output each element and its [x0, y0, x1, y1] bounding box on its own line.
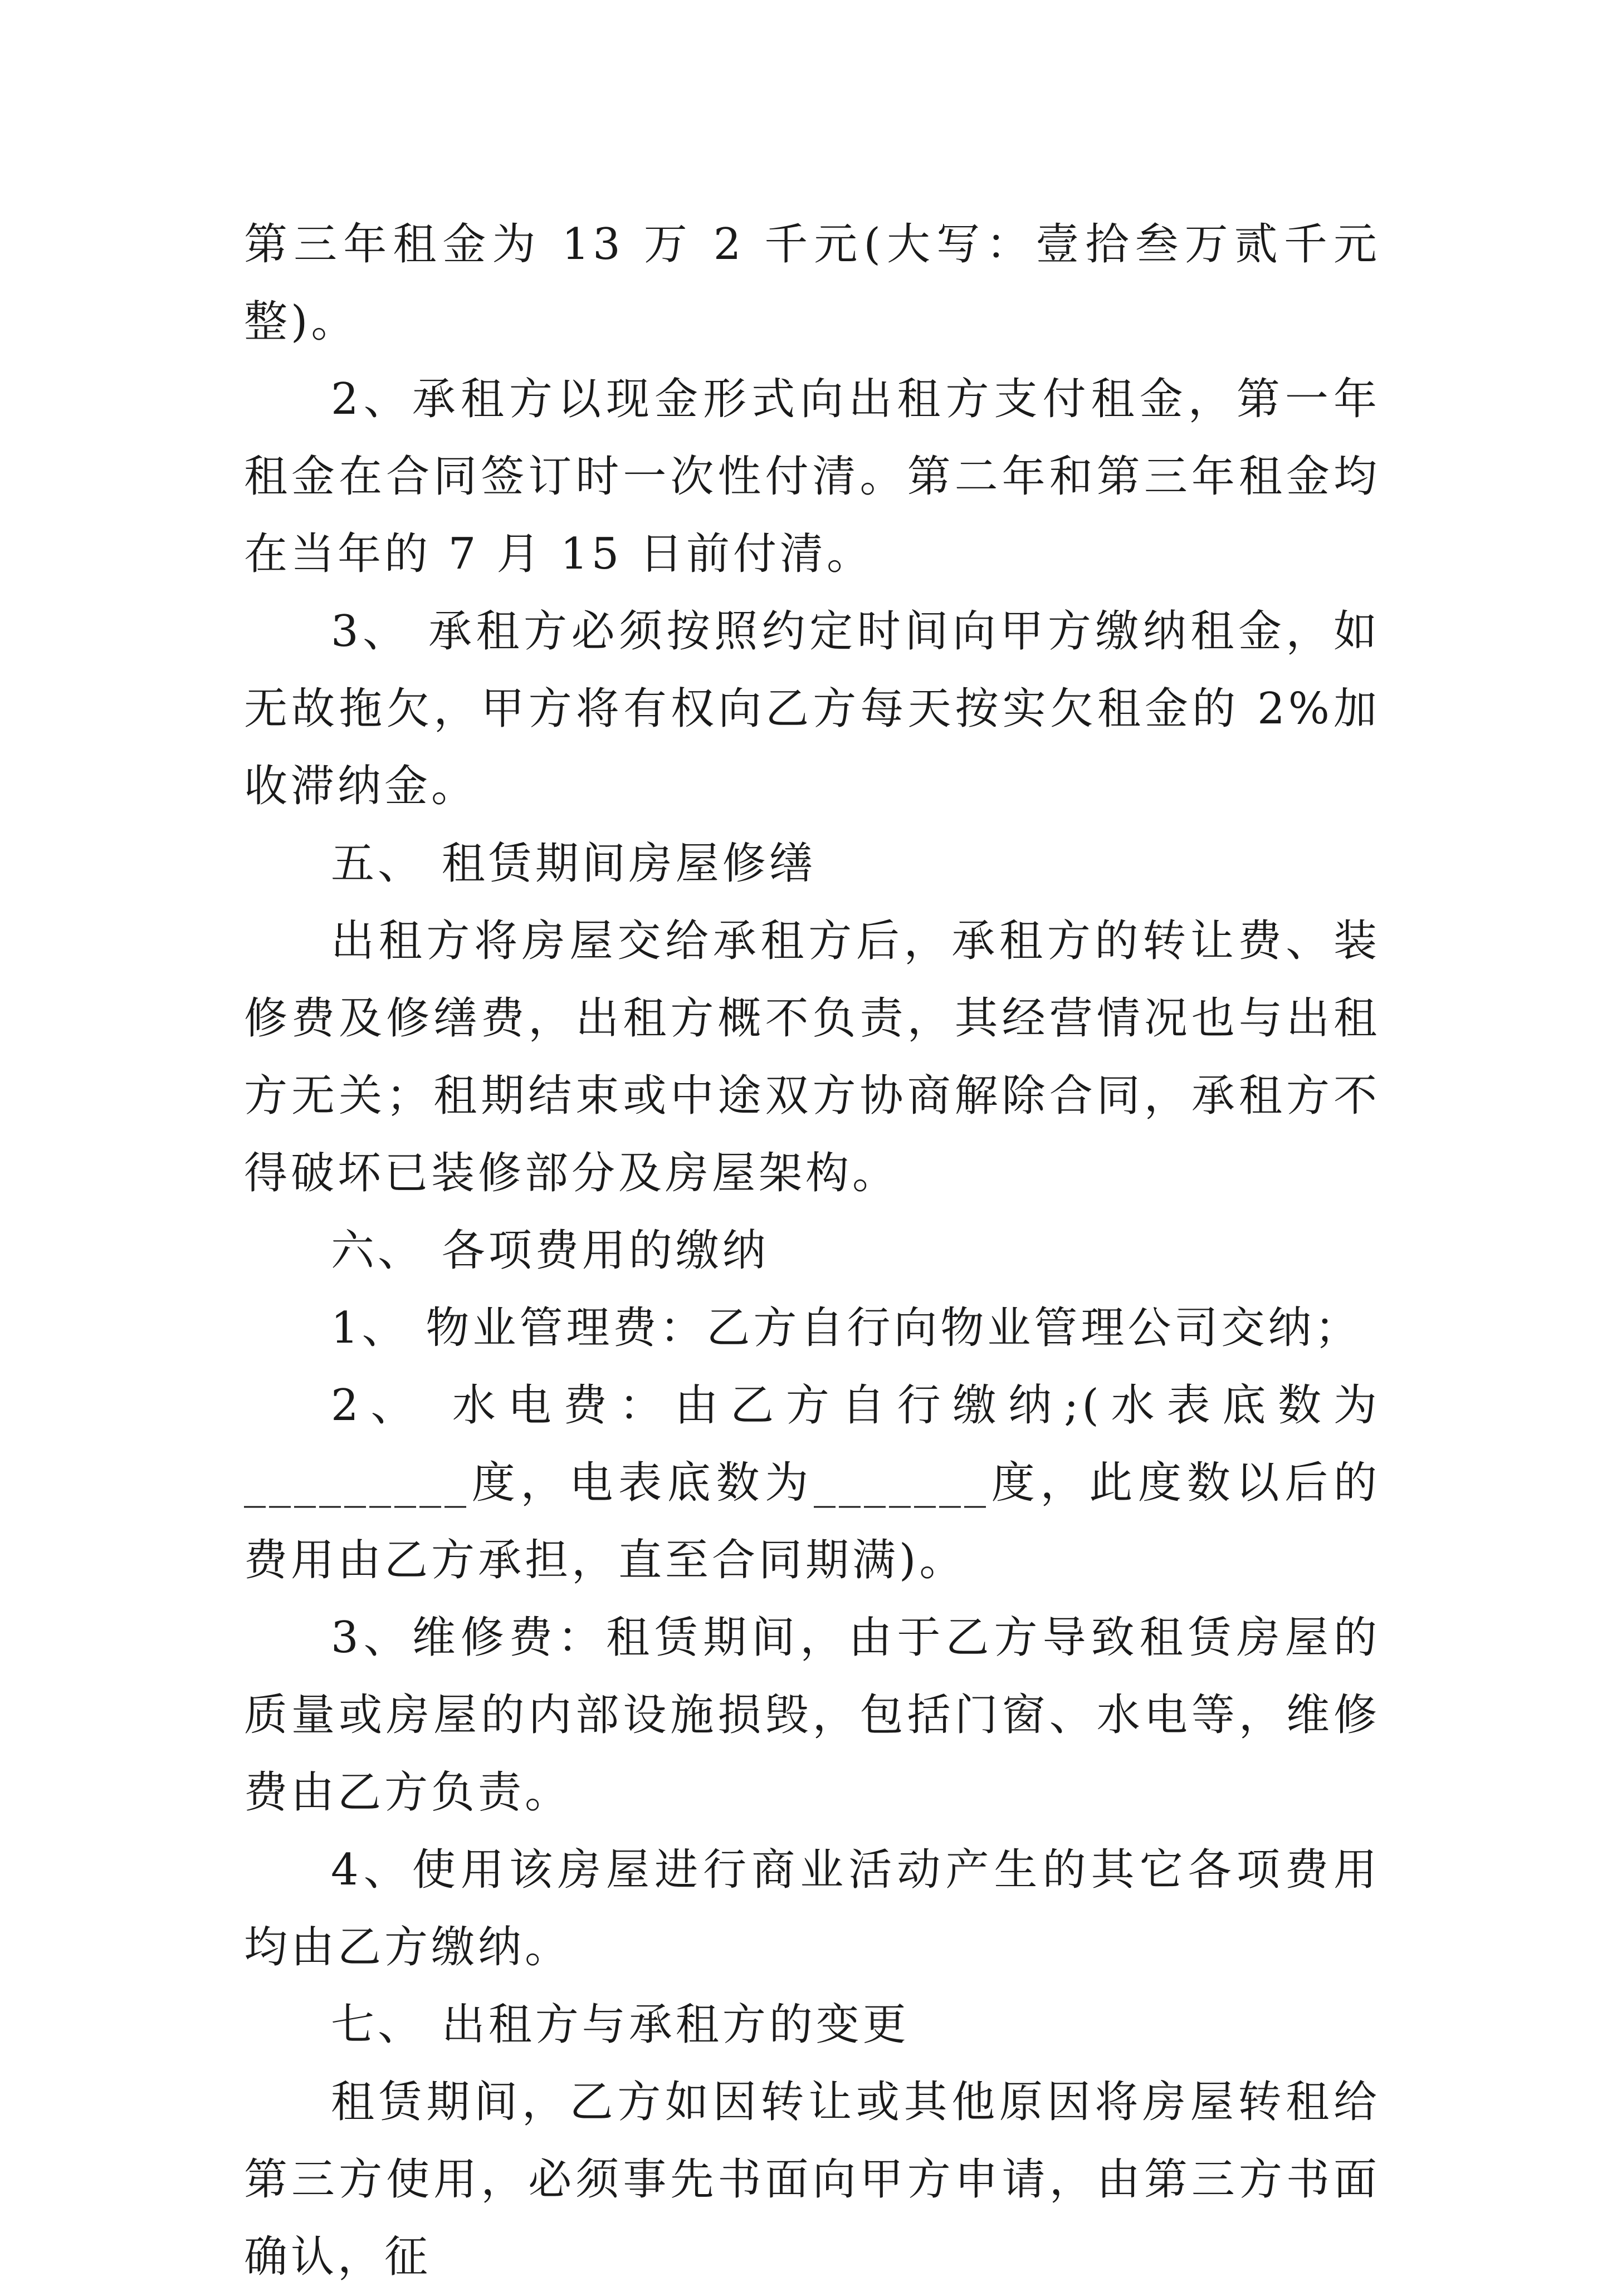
- paragraph-utilities: 2、 水电费：由乙方自行缴纳;(水表底数为_________度，电表底数为_______度，此度数以后的费用由乙方承担，直至合同期满)。: [244, 1380, 1380, 1585]
- paragraph-maintenance: 3、维修费：租赁期间，由于乙方导致租赁房屋的质量或房屋的内部设施损毁，包括门窗、水电等，维修费由乙方负责。: [244, 1613, 1380, 1818]
- paragraph-late-fee: 3、 承租方必须按照约定时间向甲方缴纳租金，如无故拖欠，甲方将有权向乙方每天按实欠租金的 2%加收滞纳金。: [244, 606, 1380, 811]
- paragraph-payment-method: 2、承租方以现金形式向出租方支付租金，第一年租金在合同签订时一次性付清。第二年和第三年租金均在当年的 7 月 15 日前付清。: [244, 374, 1380, 579]
- heading-section-seven: 七、 出租方与承租方的变更: [331, 2000, 910, 2050]
- paragraph-property-fee: 1、 物业管理费：乙方自行向物业管理公司交纳；: [331, 1303, 1362, 1353]
- paragraph-rent-year-three: 第三年租金为 13 万 2 千元(大写：壹拾叁万贰千元整)。: [244, 219, 1380, 347]
- paragraph-other-fees: 4、使用该房屋进行商业活动产生的其它各项费用均由乙方缴纳。: [244, 1845, 1380, 1972]
- heading-section-six: 六、 各项费用的缴纳: [331, 1226, 769, 1276]
- paragraph-sublease: 租赁期间，乙方如因转让或其他原因将房屋转租给第三方使用，必须事先书面向甲方申请，由第三方书面确认，征: [244, 2077, 1380, 2282]
- paragraph-repairs: 出租方将房屋交给承租方后，承租方的转让费、装修费及修缮费，出租方概不负责，其经营情况也与出租方无关；租期结束或中途双方协商解除合同，承租方不得破坏已装修部分及房屋架构。: [244, 916, 1380, 1198]
- document-body: [244, 206, 1380, 2296]
- heading-section-five: 五、 租赁期间房屋修缮: [331, 839, 816, 889]
